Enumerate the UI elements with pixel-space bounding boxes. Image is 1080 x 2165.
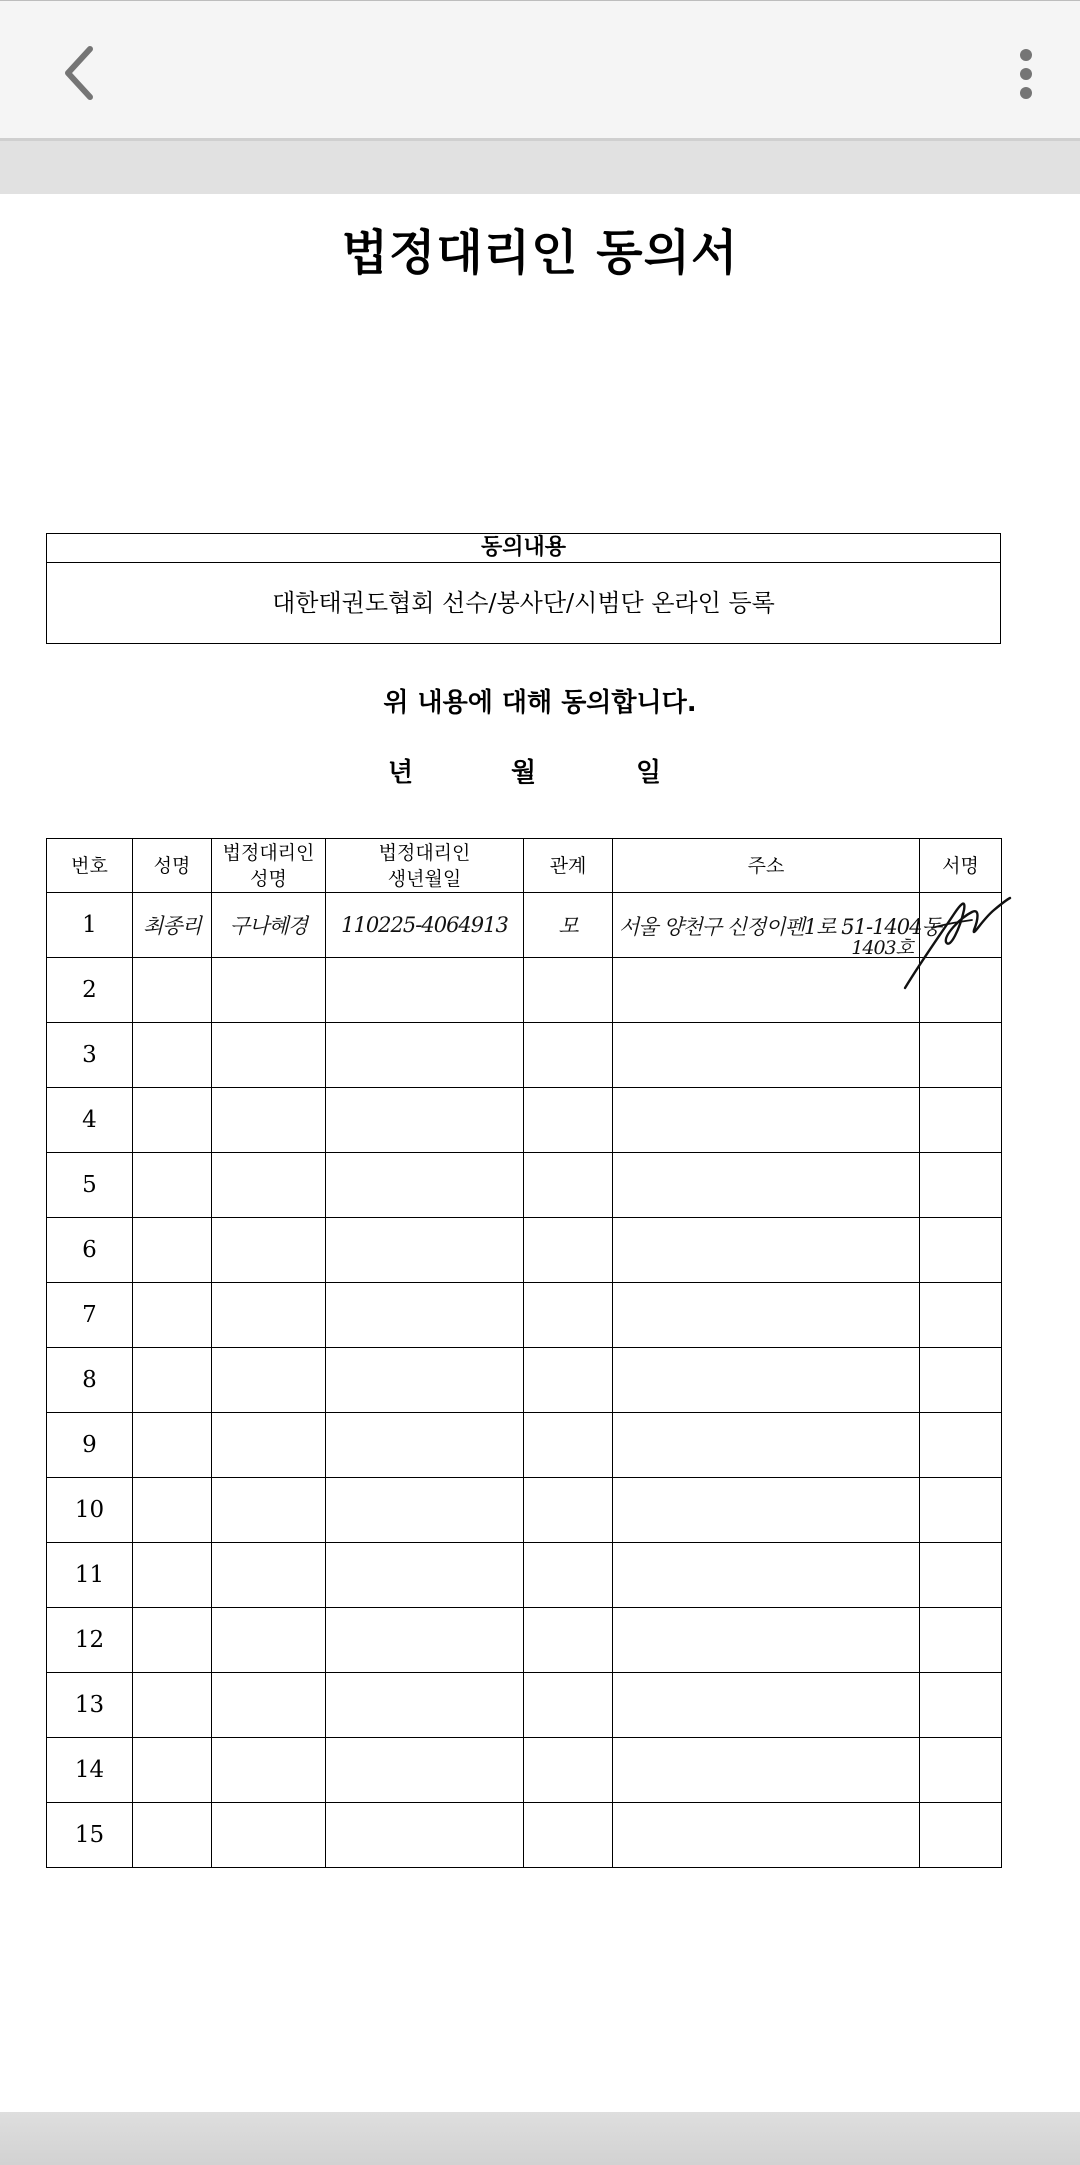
handwritten-signature (902, 880, 1012, 990)
row-guardian-name (212, 893, 326, 958)
app-toolbar (0, 0, 1080, 141)
more-vertical-icon (1019, 48, 1033, 100)
handwritten-guardian: 구나혜경 (229, 914, 308, 938)
table-row (47, 1153, 1002, 1218)
table-row (47, 1738, 1002, 1803)
header-guardian-birth-line2: 생년월일 (387, 867, 462, 890)
table-row (47, 1478, 1002, 1543)
row-number: 14 (47, 1738, 133, 1803)
table-row (47, 893, 1002, 958)
handwritten-name: 최종리 (143, 914, 201, 938)
date-year: 년 (388, 758, 414, 788)
more-options-button[interactable] (996, 39, 1056, 109)
table-row (47, 1673, 1002, 1738)
header-guardian-name-line2: 성명 (250, 867, 287, 890)
back-button[interactable] (40, 31, 116, 115)
table-row (47, 958, 1002, 1023)
header-relation: 관계 (524, 839, 613, 893)
header-guardian-birth-line1: 법정대리인 (378, 841, 471, 864)
table-row (47, 1218, 1002, 1283)
header-guardian-birth (326, 839, 524, 893)
row-number: 3 (47, 1023, 133, 1088)
row-number: 13 (47, 1673, 133, 1738)
table-row (47, 1413, 1002, 1478)
row-number: 4 (47, 1088, 133, 1153)
date-month: 월 (511, 758, 537, 788)
table-row (47, 1543, 1002, 1608)
table-row (47, 1348, 1002, 1413)
header-number: 번호 (47, 839, 133, 893)
table-row (47, 1088, 1002, 1153)
consent-header: 동의내용 (47, 534, 1000, 563)
guardian-table (46, 838, 1002, 1868)
header-address: 주소 (613, 839, 920, 893)
header-name: 성명 (133, 839, 212, 893)
handwritten-address-line2: 1403호 (851, 937, 913, 959)
document-title: 법정대리인 동의서 (341, 225, 739, 281)
row-number: 9 (47, 1413, 133, 1478)
viewer-bottom-strip (0, 2112, 1080, 2165)
handwritten-address-line1: 서울 양천구 신정이펜1로 51-1404동 (619, 915, 941, 939)
agree-statement: 위 내용에 대해 동의합니다. (383, 688, 697, 718)
date-day: 일 (636, 758, 662, 788)
row-number: 7 (47, 1283, 133, 1348)
row-number: 8 (47, 1348, 133, 1413)
consent-box (46, 533, 1001, 644)
header-guardian-name-line1: 법정대리인 (222, 841, 315, 864)
row-address (613, 893, 941, 959)
row-relation (524, 893, 613, 958)
consent-content: 대한태권도협회 선수/봉사단/시범단 온라인 등록 (272, 589, 775, 617)
row-number: 11 (47, 1543, 133, 1608)
table-header-row (47, 839, 1002, 893)
handwritten-relation: 모 (558, 914, 578, 938)
row-number: 15 (47, 1803, 133, 1868)
row-number: 2 (47, 958, 133, 1023)
row-number: 5 (47, 1153, 133, 1218)
row-number: 10 (47, 1478, 133, 1543)
row-number: 12 (47, 1608, 133, 1673)
table-row (47, 1023, 1002, 1088)
header-signature: 서명 (920, 839, 1002, 893)
row-number: 1 (47, 893, 133, 958)
chevron-left-icon (58, 43, 98, 103)
viewer-top-strip (0, 141, 1080, 194)
table-row (47, 1608, 1002, 1673)
row-number: 6 (47, 1218, 133, 1283)
row-guardian-birth (326, 893, 524, 958)
header-guardian-name (212, 839, 326, 893)
table-row (47, 1803, 1002, 1868)
table-row (47, 1283, 1002, 1348)
handwritten-birth: 110225-4064913 (341, 913, 508, 937)
row-name (133, 893, 212, 958)
